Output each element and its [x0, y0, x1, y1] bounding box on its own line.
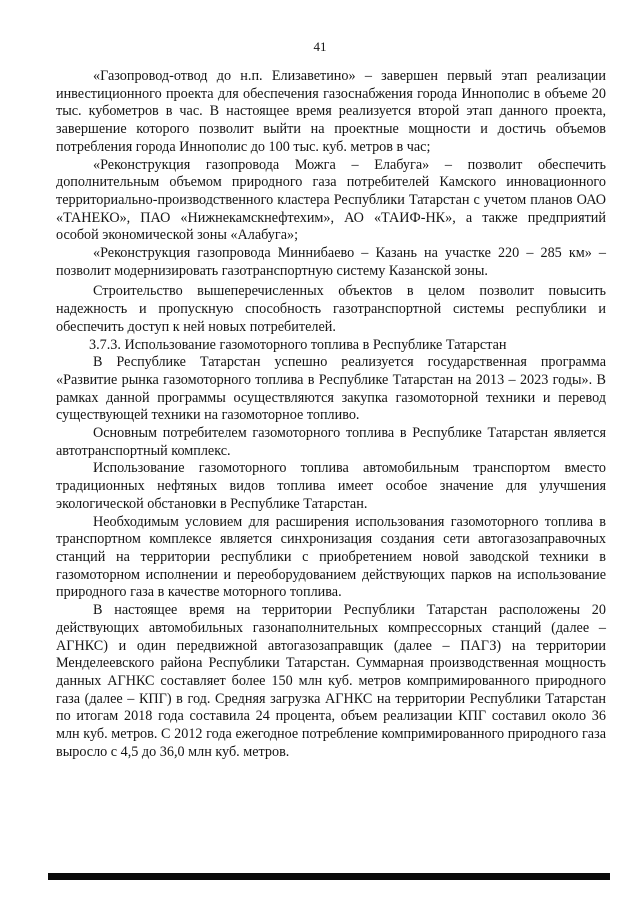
section-heading: 3.7.3. Использование газомоторного топлива в Республике Татарстан [89, 336, 507, 353]
paragraph-condition: Необходимым условием для расширения использования газомоторного топлива в транспортном комплексе является синхронизация создания сети автогазозаправочных станций на территории республики с приобретением новой заводской техники в газомоторном исполнении и переоборудованием действующих парков на использование природного газа в качестве моторного топлива. [56, 513, 606, 601]
paragraph-ecology: Использование газомоторного топлива автомобильным транспортом вместо традиционных нефтяных видов топлива имеет особое значение для улучшения экологической обстановки в Республике Татарстан. [56, 460, 606, 512]
paragraph-main-consumer: Основным потребителем газомоторного топлива в Республике Татарстан является автотранспортный комплекс. [56, 425, 606, 459]
paragraph-elizavetino: «Газопровод-отвод до н.п. Елизаветино» – завершен первый этап реализации инвестиционного проекта для обеспечения газоснабжения города Иннополис в объеме 20 тыс. кубометров в час. В настоящее время реализуется второй этап данного проекта, завершение которого позволит выйти на проектные мощности и достичь объемов потребления города Иннополис до 100 тыс. куб. метров в час; [56, 68, 606, 155]
paragraph-summary: Строительство вышеперечисленных объектов в целом позволит повысить надежность и пропускную способность газотранспортной системы республики и обеспечить доступ к ней новых потребителей. [56, 283, 606, 335]
paragraph-mozhga-elabuga: «Реконструкция газопровода Можга – Елабуга» – позволит обеспечить дополнительным объемом природного газа потребителей Камского инновационного территориально-производственного кластера Республики Татарстан с учетом планов ОАО «ТАНЕКО», ПАО «Нижнекамскнефтехим», АО «ТАИФ-НК», а также предприятий особой экономической зоны «Алабуга»; [56, 156, 606, 244]
paragraph-minnibaevo-kazan: «Реконструкция газопровода Миннибаево – Казань на участке 220 – 285 км» – позволит модернизировать газотранспортную систему Казанской зоны. [56, 245, 606, 279]
scan-edge-bar [48, 873, 610, 880]
paragraph-agnks-stations: В настоящее время на территории Республики Татарстан расположены 20 действующих автомобильных газонаполнительных компрессорных станций (далее – АГНКС) и один передвижной автогазозаправщик (далее – ПАГЗ) на территории Менделеевского района Республики Татарстан. Суммарная производственная мощность данных АГНКС составляет более 150 млн куб. метров компримированного природного газа (далее – КПГ) в год. Средняя загрузка АГНКС на территории Республики Татарстан по итогам 2018 года составила 24 процента, объем реализации КПГ составил около 36 млн куб. метров. С 2012 года ежегодное потребление компримированного природного газа выросло с 4,5 до 36,0 млн куб. метров. [56, 602, 606, 760]
page-number: 41 [313, 39, 327, 54]
paragraph-state-program: В Республике Татарстан успешно реализуется государственная программа «Развитие рынка газомоторного топлива в Республике Татарстан на 2013 – 2023 годы». В рамках данной программы осуществляются закупка газомоторной техники и перевод существующей техники на газомоторное топливо. [56, 354, 606, 424]
document-body [56, 68, 606, 761]
